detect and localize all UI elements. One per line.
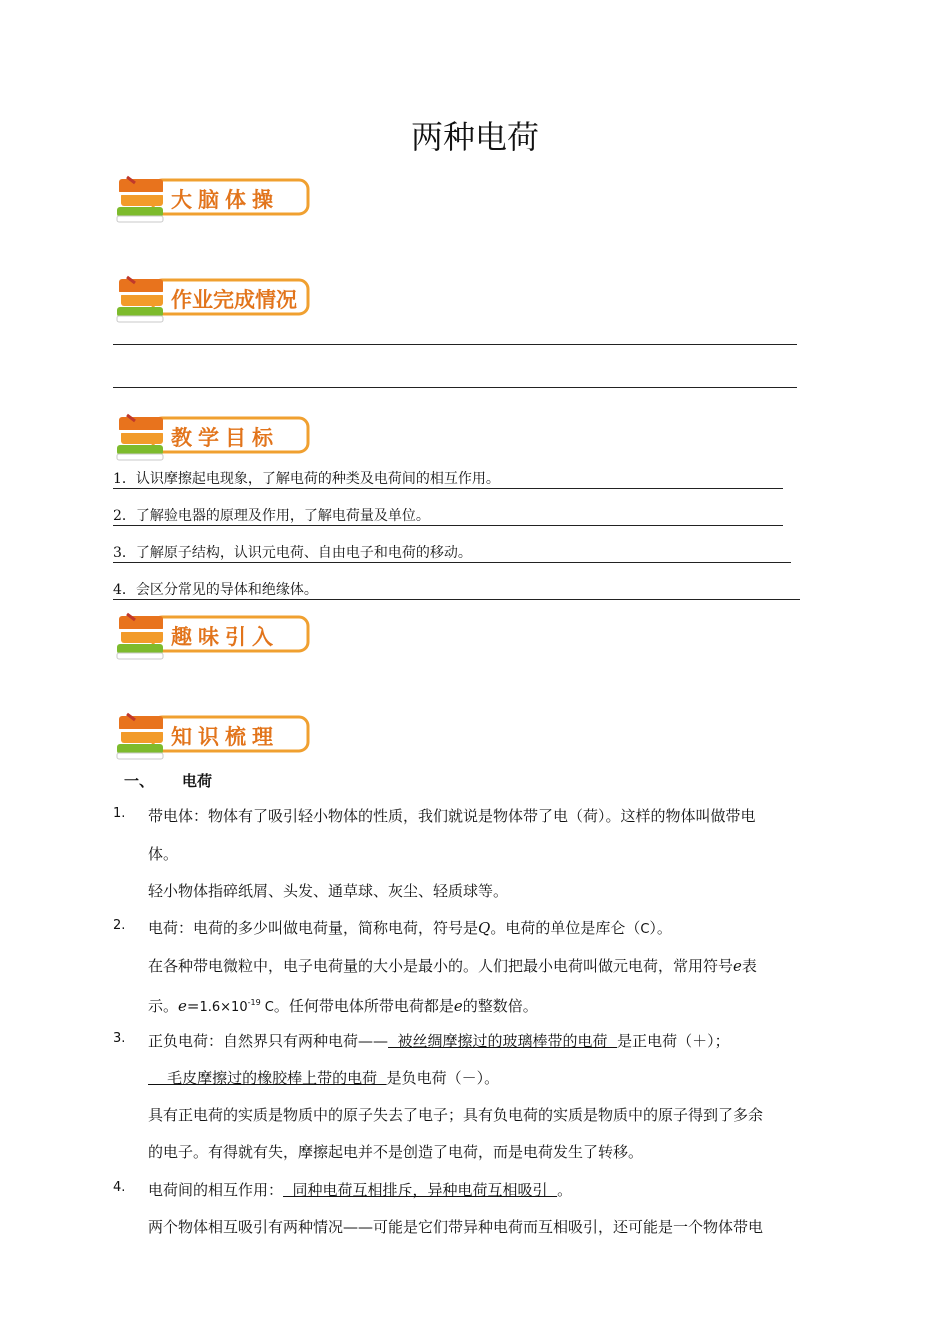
banner-fun-intro	[113, 612, 313, 664]
section-number: 一、	[124, 772, 155, 790]
paragraph: 电荷：电荷的多少叫做电荷量，简称电荷，符号是Q。电荷的单位是库仑（C）。	[148, 919, 672, 937]
paragraph: 体。	[148, 845, 179, 863]
symbol-Q: Q	[478, 919, 491, 937]
paragraph: 示。$e=1.6\times 10^{-19}$ C。任何带电体所带电荷都是e的整数倍。	[148, 997, 538, 1015]
goal-item: 1．认识摩擦起电现象，了解电荷的种类及电荷间的相互作用。	[113, 470, 783, 489]
goal-item: 3．了解原子结构，认识元电荷、自由电子和电荷的移动。	[113, 544, 791, 563]
paragraph: 轻小物体指碎纸屑、头发、通草球、灰尘、轻质球等。	[148, 882, 509, 900]
item-number: 3.	[113, 1031, 126, 1046]
paragraph: 具有正电荷的实质是物质中的原子失去了电子；具有负电荷的实质是物质中的原子得到了多余	[148, 1106, 764, 1124]
section-title: 电荷	[182, 772, 213, 790]
paragraph: 两个物体相互吸引有两种情况——可能是它们带异种电荷而互相吸引，还可能是一个物体带电	[148, 1218, 764, 1236]
banner-label: 作业完成情况	[171, 288, 297, 312]
item-number: 4.	[113, 1180, 126, 1195]
symbol-e: e	[733, 957, 742, 975]
banner-knowledge-review	[113, 712, 313, 764]
page-title: 两种电荷	[410, 118, 539, 156]
paragraph: 毛皮摩擦过的橡胶棒上带的电荷 是负电荷（－）。	[148, 1069, 500, 1087]
banner-label: 大脑体操	[171, 188, 279, 212]
paragraph: 的电子。有得就有失，摩擦起电并不是创造了电荷，而是电荷发生了转移。	[148, 1143, 644, 1161]
paragraph: 带电体：物体有了吸引轻小物体的性质，我们就说是物体带了电（荷）。这样的物体叫做带电	[148, 807, 756, 825]
item-number: 2.	[113, 918, 126, 933]
paragraph: 在各种带电微粒中，电子电荷量的大小是最小的。人们把最小电荷叫做元电荷，常用符号e表	[148, 957, 757, 975]
fill-in-answer: 毛皮摩擦过的橡胶棒上带的电荷	[148, 1069, 387, 1087]
paragraph: 电荷间的相互作用： 同种电荷互相排斥，异种电荷互相吸引 。	[148, 1181, 573, 1199]
fill-in-answer: 被丝绸摩擦过的玻璃棒带的电荷	[388, 1032, 618, 1050]
banner-homework-status	[113, 275, 313, 327]
goal-item: 2．了解验电器的原理及作用，了解电荷量及单位。	[113, 507, 783, 526]
banner-brain-exercise	[113, 175, 313, 227]
goal-item: 4．会区分常见的导体和绝缘体。	[113, 581, 800, 600]
fill-in-answer: 同种电荷互相排斥，异种电荷互相吸引	[283, 1181, 558, 1199]
item-number: 1.	[113, 806, 126, 821]
banner-label: 知识梳理	[171, 725, 279, 749]
banner-label: 教学目标	[171, 426, 279, 450]
section-heading	[124, 770, 212, 791]
paragraph: 正负电荷：自然界只有两种电荷—— 被丝绸摩擦过的玻璃棒带的电荷 是正电荷（＋）；	[148, 1032, 730, 1050]
banner-label: 趣味引入	[171, 625, 279, 649]
blank-line	[113, 387, 797, 388]
blank-line	[113, 344, 797, 345]
banner-teaching-goals	[113, 413, 313, 465]
